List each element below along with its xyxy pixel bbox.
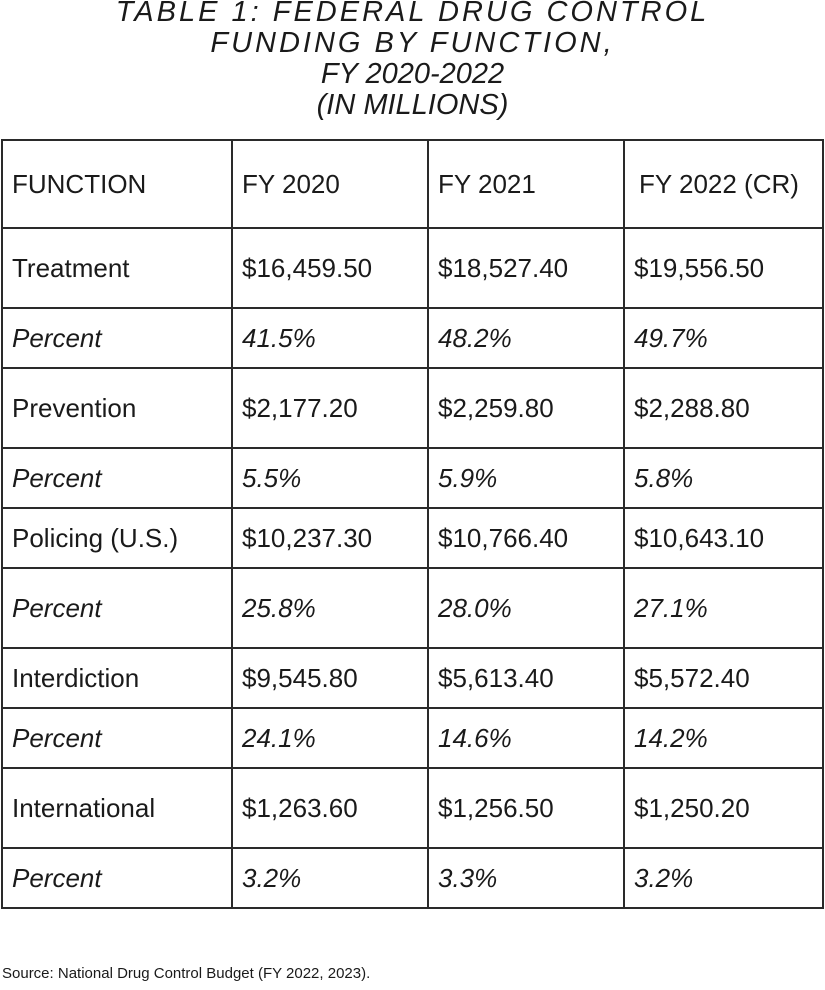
row-label: Percent xyxy=(2,448,232,508)
header-function: FUNCTION xyxy=(2,140,232,228)
row-label: Percent xyxy=(2,568,232,648)
table-row-percent xyxy=(2,308,823,368)
table-row-percent xyxy=(2,708,823,768)
cell-fy2020: 5.5% xyxy=(232,448,428,508)
cell-fy2022: $19,556.50 xyxy=(624,228,823,308)
cell-fy2021: $5,613.40 xyxy=(428,648,624,708)
row-label: Percent xyxy=(2,308,232,368)
table-row-international xyxy=(2,768,823,848)
cell-fy2021: 14.6% xyxy=(428,708,624,768)
cell-fy2020: $9,545.80 xyxy=(232,648,428,708)
table-row-treatment xyxy=(2,228,823,308)
table-row-percent xyxy=(2,848,823,908)
source-note: Source: National Drug Control Budget (FY 2022, 2023). xyxy=(2,965,371,982)
cell-fy2021: $10,766.40 xyxy=(428,508,624,568)
cell-fy2020: $2,177.20 xyxy=(232,368,428,448)
cell-fy2022: 49.7% xyxy=(624,308,823,368)
cell-fy2022: $10,643.10 xyxy=(624,508,823,568)
title-line-3: FY 2020-2022 xyxy=(320,58,505,90)
row-label: Policing (U.S.) xyxy=(2,508,232,568)
table-row-interdiction xyxy=(2,648,823,708)
cell-fy2020: $16,459.50 xyxy=(232,228,428,308)
header-fy2020: FY 2020 xyxy=(232,140,428,228)
cell-fy2021: 28.0% xyxy=(428,568,624,648)
cell-fy2020: $10,237.30 xyxy=(232,508,428,568)
cell-fy2020: 3.2% xyxy=(232,848,428,908)
table-row-prevention xyxy=(2,368,823,448)
table-title xyxy=(0,0,825,121)
cell-fy2021: $18,527.40 xyxy=(428,228,624,308)
title-line-4: (IN MILLIONS) xyxy=(316,89,509,121)
row-label: Prevention xyxy=(2,368,232,448)
cell-fy2022: 3.2% xyxy=(624,848,823,908)
row-label: International xyxy=(2,768,232,848)
cell-fy2021: 3.3% xyxy=(428,848,624,908)
cell-fy2022: $1,250.20 xyxy=(624,768,823,848)
table-row-percent xyxy=(2,448,823,508)
table-row-percent xyxy=(2,568,823,648)
cell-fy2022: 5.8% xyxy=(624,448,823,508)
cell-fy2022: $5,572.40 xyxy=(624,648,823,708)
cell-fy2020: 41.5% xyxy=(232,308,428,368)
title-line-2: FUNDING BY FUNCTION, xyxy=(210,27,615,59)
cell-fy2022: $2,288.80 xyxy=(624,368,823,448)
cell-fy2022: 27.1% xyxy=(624,568,823,648)
funding-table xyxy=(1,139,824,909)
cell-fy2021: $1,256.50 xyxy=(428,768,624,848)
table-header-row xyxy=(2,140,823,228)
cell-fy2020: 24.1% xyxy=(232,708,428,768)
cell-fy2020: $1,263.60 xyxy=(232,768,428,848)
cell-fy2021: 48.2% xyxy=(428,308,624,368)
cell-fy2021: 5.9% xyxy=(428,448,624,508)
table-row-policing xyxy=(2,508,823,568)
row-label: Interdiction xyxy=(2,648,232,708)
title-line-1: TABLE 1: FEDERAL DRUG CONTROL xyxy=(115,0,710,28)
cell-fy2020: 25.8% xyxy=(232,568,428,648)
row-label: Percent xyxy=(2,708,232,768)
row-label: Percent xyxy=(2,848,232,908)
header-fy2022: FY 2022 (CR) xyxy=(624,140,823,228)
header-fy2021: FY 2021 xyxy=(428,140,624,228)
row-label: Treatment xyxy=(2,228,232,308)
cell-fy2021: $2,259.80 xyxy=(428,368,624,448)
cell-fy2022: 14.2% xyxy=(624,708,823,768)
